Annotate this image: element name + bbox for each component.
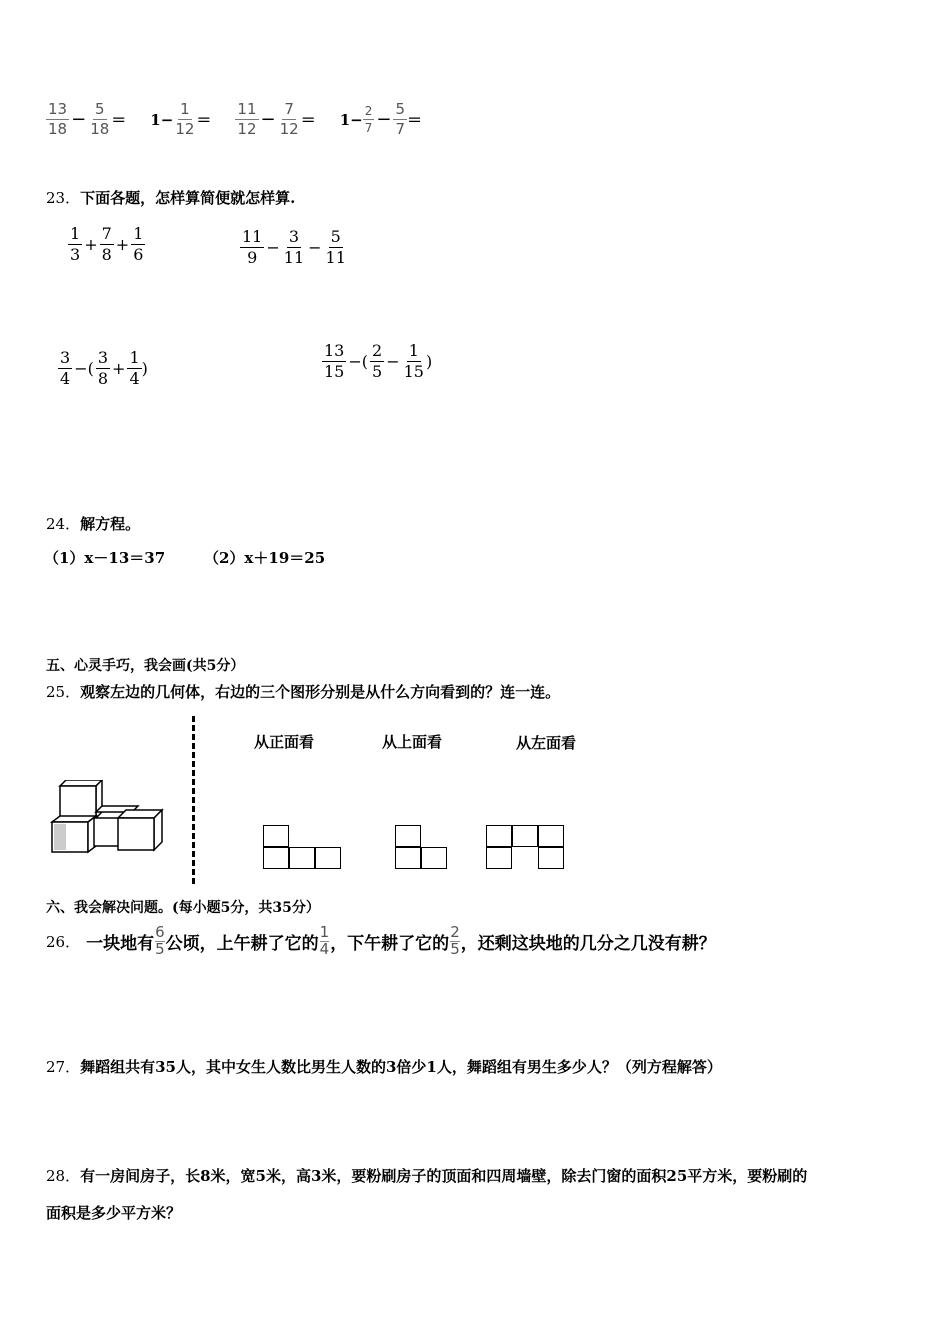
fraction: $\frac{13}{18}$ [48,100,68,138]
fraction: $\frac{7}{8}$ [101,224,112,264]
expression-23-2 [240,229,348,266]
fraction: $\frac{11}{12}$ [237,100,257,138]
question-24 [46,513,140,534]
question-25 [46,681,560,702]
view-shape-3 [486,825,568,871]
question-number: 23． [46,189,81,207]
cube-solid-figure [46,780,176,855]
equation-1: （1）x－13＝37 [44,549,166,567]
grid-square [512,825,538,847]
view-shape-2 [395,825,449,871]
question-text: ，还剩这块地的几分之几没有耕？ [460,933,716,954]
equals-sign: ＝ [111,111,127,129]
section-5-heading: 五、心灵手巧，我会画(共5分） [46,658,245,674]
fraction: $\frac{3}{8}$ [97,348,109,388]
question-28 [46,1165,807,1186]
operator: + [84,235,98,254]
question-text: 公顷，上午耕了它的 [165,933,319,954]
label-left-view: 从左面看 [516,734,577,752]
grid-square [538,825,564,847]
operator: − [308,238,322,257]
fraction: $\frac{1}{15}$ [403,341,424,381]
fraction: $\frac{1}{3}$ [70,224,81,264]
question-text: ，下午耕了它的 [330,933,450,954]
question-27 [46,1056,722,1077]
grid-square [315,847,341,869]
grid-square [263,847,289,869]
section-6-heading: 六、我会解决问题。(每小题5分，共35分） [46,900,320,916]
grid-square [421,847,447,869]
question-number: 27． [46,1058,81,1076]
close-paren: ) [141,359,148,378]
operator: − [71,109,87,130]
fraction: 6 5 [155,923,165,958]
shading [54,824,66,850]
question-text: 一块地有 [86,933,155,954]
grid-square [395,847,421,869]
fraction: $\frac{5}{18}$ [90,100,110,138]
operator: −( [348,352,369,371]
question-number: 28． [46,1167,81,1185]
operator: − [376,109,392,130]
question-text: 有一房间房子，长8米，宽5米，高3米，要粉刷房子的顶面和四周墙壁，除去门窗的面积25平方米，要粉刷的 [80,1167,808,1185]
equation-2: （2）x＋19＝25 [204,549,326,567]
question-text: 舞蹈组共有35人，其中女生人数比男生人数的3倍少1人，舞蹈组有男生多少人？（列方程解答） [80,1058,722,1076]
operator: + [115,235,130,254]
question-text: 解方程。 [80,515,141,533]
grid-square [538,847,564,869]
expression-23-1 [68,226,145,263]
operator: − [260,109,276,130]
cube-side-face [154,810,162,850]
fraction: $\frac{1}{6}$ [133,224,144,264]
view-shape-1 [263,825,345,871]
operator: − [386,352,400,371]
grid-square [486,825,512,847]
close-paren: ) [425,352,433,371]
fraction: $\frac{2}{7}$ [364,104,373,135]
question-text: 观察左边的几何体，右边的三个图形分别是从什么方向看到的？连一连。 [80,683,561,701]
fraction-row [46,102,422,137]
label-front-view: 从正面看 [254,733,315,751]
operator: −( [74,359,94,378]
grid-square [289,847,315,869]
fraction: 1 4 [319,923,330,958]
fraction: 2 5 [450,923,460,958]
fraction: $\frac{3}{11}$ [283,227,305,267]
fraction: $\frac{1}{12}$ [175,100,195,138]
question-text: 下面各题，怎样算简便就怎样算. [80,189,296,207]
grid-square [263,825,289,847]
cube-front-face [60,786,96,818]
cube-front-face [118,818,154,850]
equals-sign: ＝ [300,111,316,129]
fraction: $\frac{7}{12}$ [279,100,299,138]
grid-square [395,825,421,847]
dashed-divider [192,716,195,884]
expression-23-4 [322,343,432,380]
label-top-view: 从上面看 [382,733,443,751]
fraction: $\frac{11}{9}$ [242,227,263,267]
question-26 [46,918,716,964]
grid-square [486,847,512,869]
fraction: $\frac{13}{15}$ [324,341,345,381]
question-number: 24． [46,515,81,533]
expression-23-3 [58,350,148,387]
question-23 [46,187,295,208]
fraction: $\frac{5}{7}$ [395,100,406,138]
cube-top-face [60,780,102,786]
lead-term: 1− [339,110,363,129]
question-number: 26． [46,932,81,951]
question-number: 25． [46,683,81,701]
equals-sign: ＝ [196,111,212,129]
fraction: $\frac{3}{4}$ [60,348,71,388]
equals-sign: ＝ [407,111,423,129]
fraction: $\frac{1}{4}$ [129,348,140,388]
fraction: $\frac{2}{5}$ [372,341,383,381]
operator: − [266,238,280,257]
operator: + [112,359,126,378]
question-28-line2: 面积是多少平方米？ [46,1204,182,1222]
lead-term: 1− [150,110,174,129]
fraction: $\frac{5}{11}$ [325,227,346,267]
